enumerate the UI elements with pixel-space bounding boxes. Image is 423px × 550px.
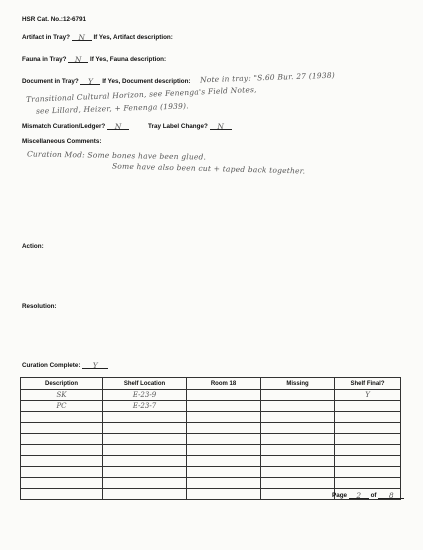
table-row [21,467,401,478]
page-of-label: of [370,492,377,499]
misc-comments-label: Miscellaneous Comments: [22,138,102,145]
document-desc-label: If Yes, Document description: [102,78,191,85]
table-cell [21,467,103,478]
mismatch-line [22,122,129,130]
table-cell [21,423,103,434]
table-cell [103,445,187,456]
table-row [21,445,401,456]
shelf-location-table [20,377,401,500]
document-desc-line-2: Transitional Cultural Horizon, see Fenenga's Field Notes, [25,84,257,105]
table-cell [103,467,187,478]
col-room-18-header: Room 18 [187,378,261,390]
table-cell [103,434,187,445]
table-cell [187,390,261,401]
document-answer: Y [80,77,100,85]
artifact-desc-label: If Yes, Artifact description: [93,34,173,41]
table-cell [261,445,335,456]
table-row [21,390,401,401]
table-cell [187,434,261,445]
page-number [332,491,404,499]
table-cell [103,456,187,467]
table-cell [261,423,335,434]
table-cell [261,434,335,445]
table-row [21,423,401,434]
document-desc-line-1: Note in tray: "S.60 Bur. 27 (1938) [199,70,336,85]
misc-comment-line-1: Curation Mod: Some bones have been glued. [26,149,207,162]
table-cell [187,489,261,500]
table-row [21,412,401,423]
table-cell: SK [21,390,103,401]
table-cell [21,412,103,423]
fauna-desc-label: If Yes, Fauna description: [89,56,167,63]
table-cell [187,445,261,456]
table-cell [187,401,261,412]
table-cell [103,489,187,500]
fauna-label: Fauna in Tray? [22,56,67,63]
mismatch-answer: N [107,122,129,130]
action-label: Action: [22,243,44,250]
tray-label-line [148,122,232,130]
table-header-row [21,378,401,390]
table-cell: E-23-9 [103,390,187,401]
table-cell [21,489,103,500]
table-cell [187,478,261,489]
tray-label-change-label: Tray Label Change? [148,123,208,130]
table-cell [261,478,335,489]
misc-comment-line-2: Some have also been cut + taped back together. [111,161,306,176]
col-shelf-location-header: Shelf Location [103,378,187,390]
table-cell [335,401,401,412]
table-cell [261,390,335,401]
col-missing-header: Missing [261,378,335,390]
curation-complete-label: Curation Complete: [22,362,81,369]
table-cell [335,467,401,478]
table-cell [261,401,335,412]
table-row [21,434,401,445]
table-cell [335,434,401,445]
table-cell [261,456,335,467]
page-current: 2 [349,491,369,499]
table-cell: PC [21,401,103,412]
table-cell [335,445,401,456]
table-cell [261,467,335,478]
table-cell [21,456,103,467]
col-shelf-final-header: Shelf Final? [335,378,401,390]
fauna-answer: N [68,55,88,63]
table-cell [261,489,335,500]
col-description-header: Description [21,378,103,390]
table-cell [261,412,335,423]
table-cell [21,434,103,445]
tray-label-change-answer: N [210,122,232,130]
table-cell [335,456,401,467]
artifact-line [22,33,173,41]
curation-complete-line [22,361,108,369]
page-label: Page [332,492,348,499]
resolution-label: Resolution: [22,303,57,310]
curation-complete-answer: Y [82,361,108,369]
artifact-label: Artifact in Tray? [22,34,70,41]
table-row [21,478,401,489]
table-cell [21,445,103,456]
mismatch-label: Mismatch Curation/Ledger? [22,123,106,130]
table-cell [21,478,103,489]
table-cell [335,423,401,434]
table-cell [187,412,261,423]
page-total: 8 [378,491,404,499]
artifact-answer: N [72,33,92,41]
table-cell [335,412,401,423]
table-cell [103,423,187,434]
document-label: Document in Tray? [22,78,79,85]
table-cell [187,456,261,467]
table-row [21,456,401,467]
table-cell [103,478,187,489]
document-line [22,77,191,85]
fauna-line [22,55,166,63]
catalog-number-line [22,16,86,23]
table-cell: Y [335,390,401,401]
catalog-number: 12-6791 [62,16,87,23]
table-row [21,401,401,412]
table-cell [103,412,187,423]
table-cell [335,478,401,489]
table-cell [187,423,261,434]
catalog-label: HSR Cat. No.: [22,16,63,23]
table-cell [187,467,261,478]
document-desc-line-3: see Lillard, Heizer, + Fenenga (1939). [35,101,189,116]
table-cell: E-23-7 [103,401,187,412]
